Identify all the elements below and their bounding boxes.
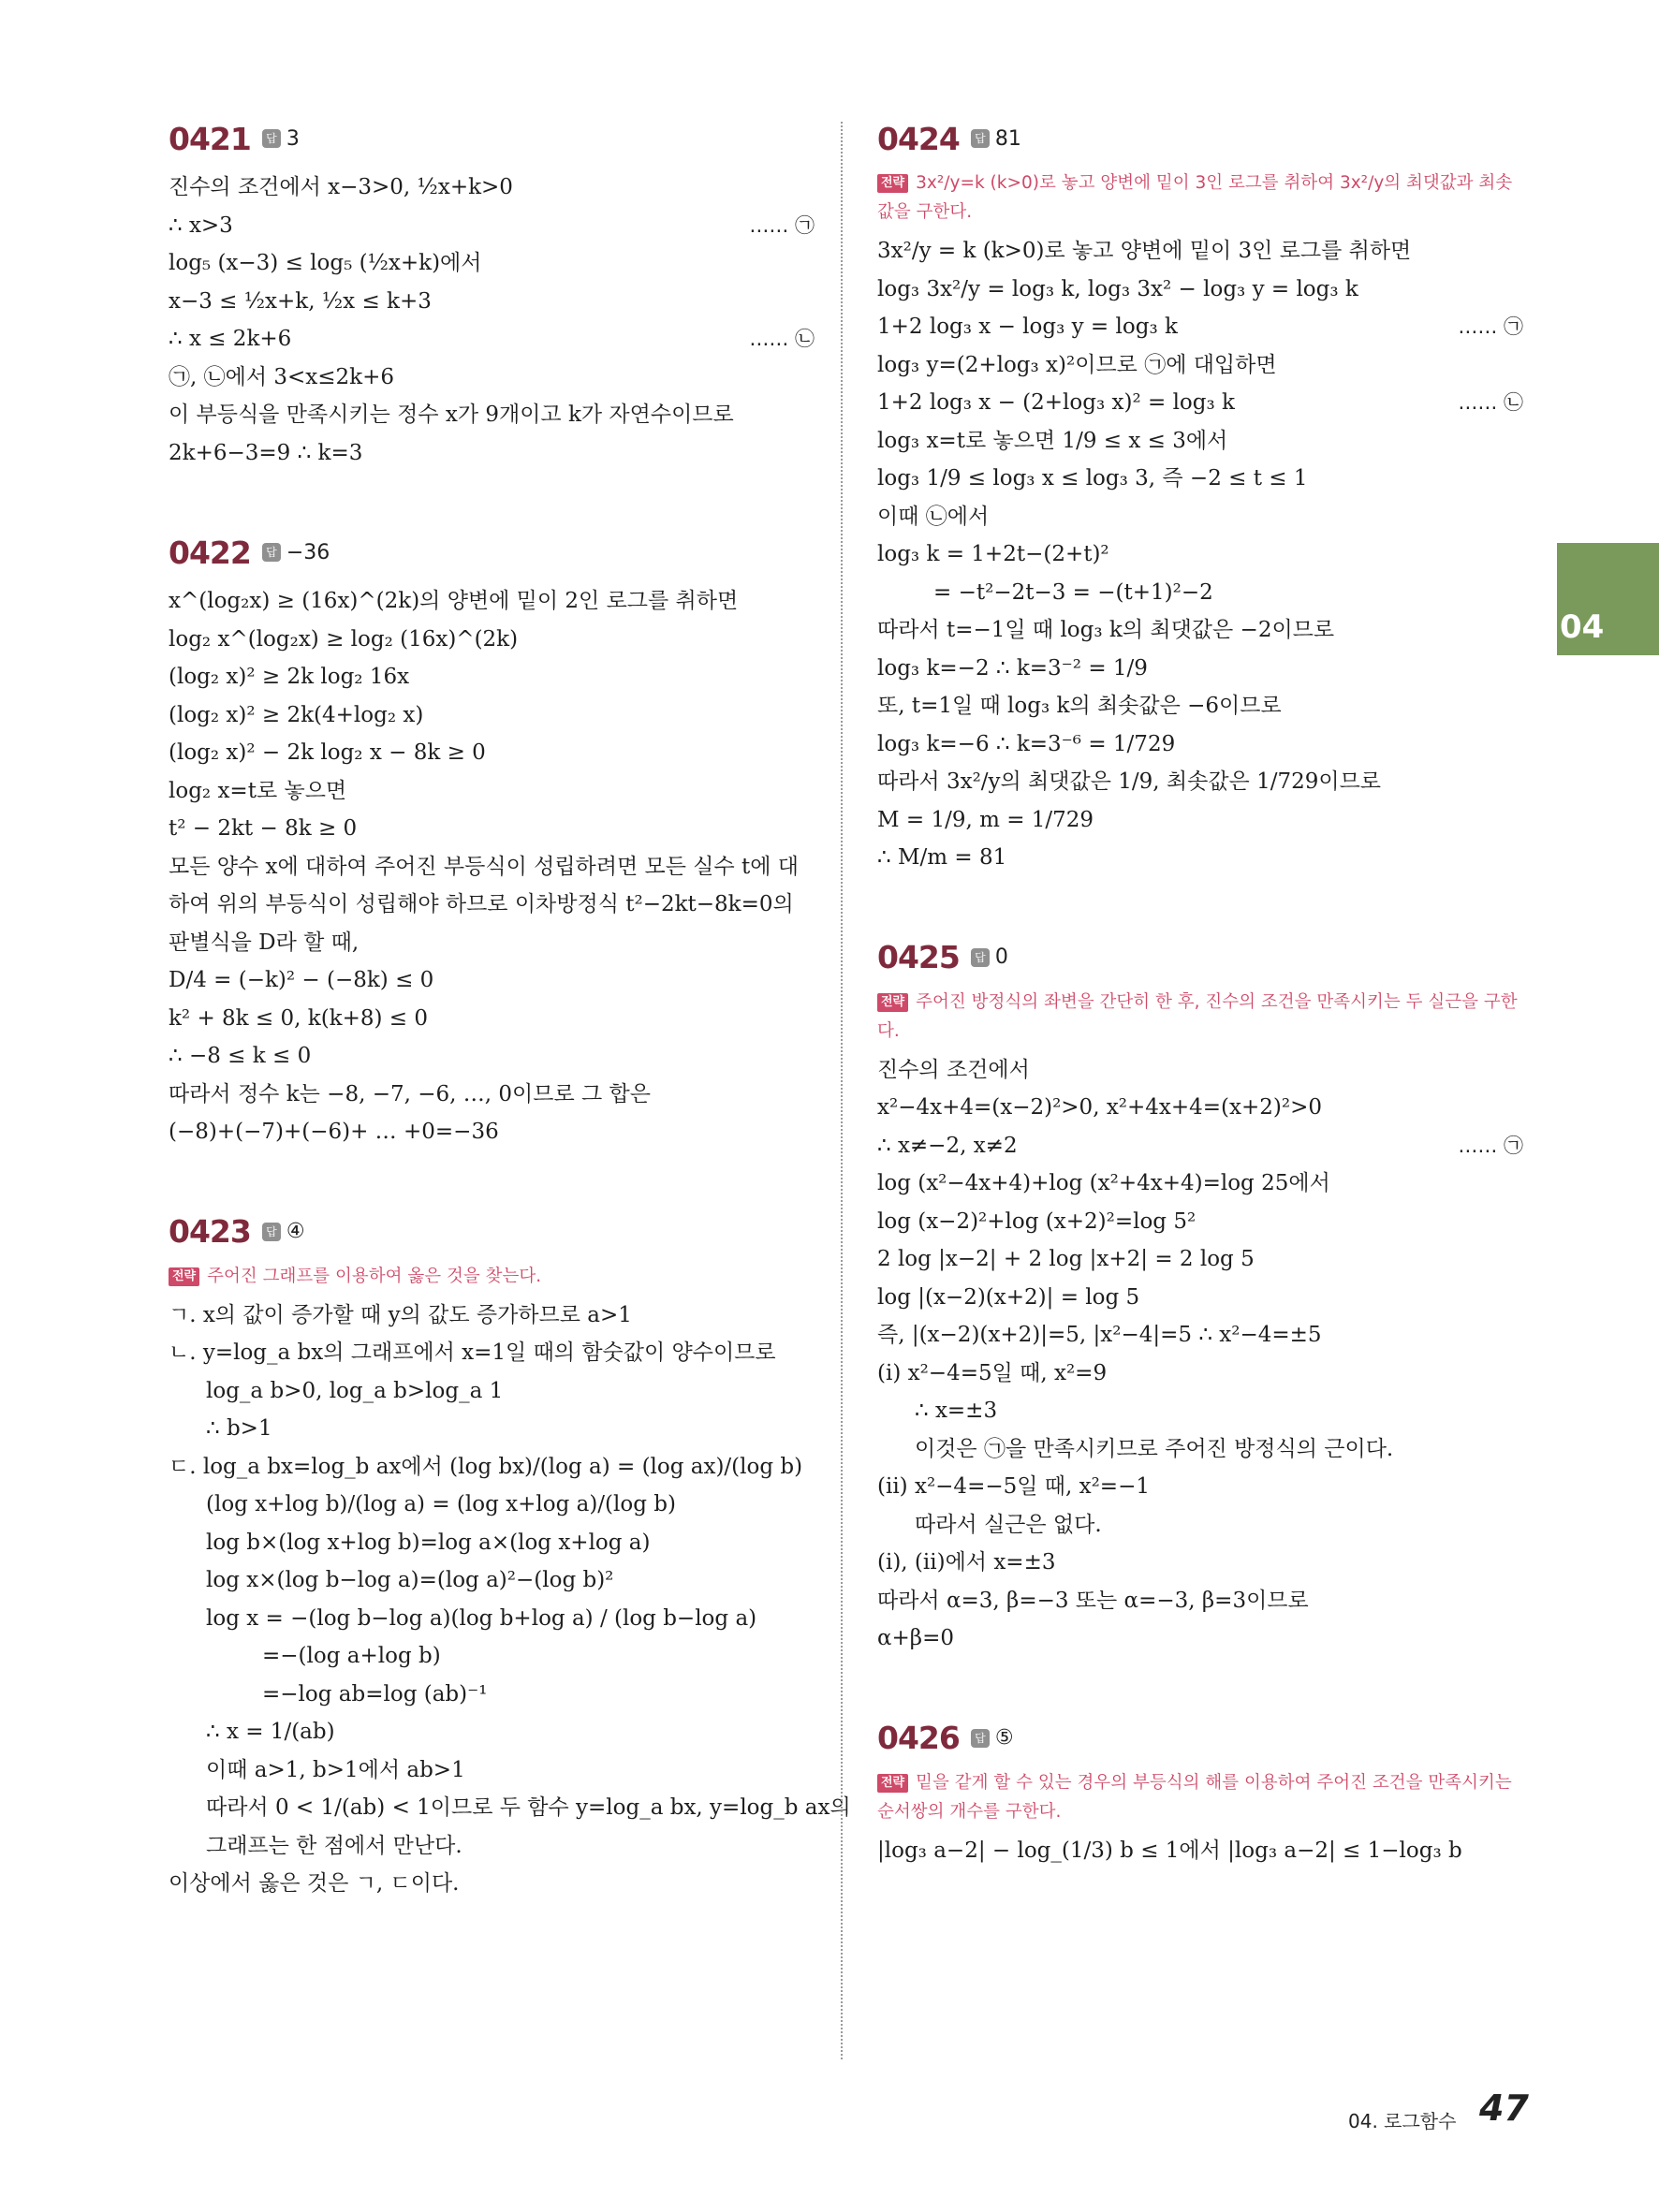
solution-line-text: ㄱ. x의 값이 증가할 때 y의 값도 증가하므로 a>1 — [169, 1302, 632, 1327]
solution-line-text: log₃ k = 1+2t−(2+t)² — [877, 542, 1109, 566]
solution-line — [877, 611, 1523, 650]
solution-line — [169, 1410, 815, 1448]
solution-line-text: 따라서 정수 k는 −8, −7, −6, …, 0이므로 그 합은 — [169, 1081, 651, 1106]
equation-marker: …… ㉡ — [749, 328, 815, 350]
answer-badge: 답 — [262, 129, 281, 148]
equation-marker: …… ㉡ — [1458, 391, 1523, 414]
solution-line — [169, 1113, 815, 1151]
solution-line — [877, 308, 1523, 346]
solution-line-text: 따라서 0 < 1/(ab) < 1이므로 두 함수 y=log_a bx, y=log_b ax의 — [206, 1795, 851, 1820]
solution-line — [169, 1600, 815, 1638]
solution-header — [169, 526, 815, 579]
solution-line — [877, 725, 1523, 764]
solution-line-text: (−8)+(−7)+(−6)+ … +0=−36 — [169, 1120, 499, 1144]
solution-line — [169, 320, 815, 359]
solution-line — [877, 1468, 1523, 1506]
solution-line-text: 진수의 조건에서 — [877, 1057, 1030, 1082]
solution-line — [877, 801, 1523, 840]
strategy-text: 3x²/y=k (k>0)로 놓고 양변에 밑이 3인 로그를 취하여 3x²/y의 최댓값과 최솟값을 구한다. — [877, 173, 1513, 222]
solution-block — [877, 112, 1523, 877]
solution-line — [877, 460, 1523, 498]
equation-marker: …… ㉠ — [749, 213, 815, 237]
strategy-tag: 전략 — [877, 174, 908, 193]
solution-line-text: 또, t=1일 때 log₃ k의 최솟값은 −6이므로 — [877, 694, 1282, 718]
solution-line — [877, 1355, 1523, 1393]
strategy-note — [877, 1768, 1523, 1826]
solution-line — [877, 384, 1523, 422]
solution-line-text: log |(x−2)(x+2)| = log 5 — [877, 1284, 1140, 1310]
left-column — [169, 112, 851, 1957]
solution-line — [877, 1127, 1523, 1165]
solution-line-text: 따라서 t=−1일 때 log₃ k의 최댓값은 −2이므로 — [877, 618, 1335, 642]
solution-line-text: log₃ k=−6 ∴ k=3⁻⁶ = 1/729 — [877, 731, 1176, 756]
solution-line — [169, 359, 815, 397]
strategy-note — [169, 1262, 815, 1291]
solution-line-text: log (x−2)²+log (x+2)²=log 5² — [877, 1209, 1197, 1234]
solution-line — [169, 924, 815, 962]
solution-header — [169, 1206, 815, 1258]
solution-line — [169, 168, 815, 207]
solution-line — [169, 1789, 851, 1827]
solution-line-text: (log₂ x)² ≥ 2k log₂ 16x — [169, 665, 410, 689]
solution-line-text: 2k+6−3=9 ∴ k=3 — [169, 440, 363, 465]
solution-line — [877, 232, 1523, 271]
solution-line — [877, 1430, 1523, 1469]
solution-line-text: x²−4x+4=(x−2)²>0, x²+4x+4=(x+2)²>0 — [877, 1095, 1323, 1120]
solution-line — [169, 961, 815, 1000]
solution-line-text: 그래프는 한 점에서 만난다. — [206, 1833, 462, 1858]
solution-line-text: log x = −(log b−log a)(log b+log a) / (log b−log a) — [206, 1605, 757, 1631]
problem-number: 0423 — [169, 1213, 251, 1250]
solution-line — [877, 763, 1523, 801]
solution-line-text: log₃ x=t로 놓으면 1/9 ≤ x ≤ 3에서 — [877, 428, 1228, 453]
solution-line — [877, 498, 1523, 536]
solution-line — [877, 422, 1523, 461]
solution-header — [877, 112, 1523, 165]
right-column — [877, 112, 1523, 1924]
solution-line-text: ∴ x≠−2, x≠2 — [877, 1133, 1018, 1158]
solution-line-text: 이때 a>1, b>1에서 ab>1 — [206, 1757, 465, 1782]
solution-line-text: ∴ −8 ≤ k ≤ 0 — [169, 1044, 312, 1068]
answer-value: ④ — [286, 1220, 305, 1243]
strategy-text: 밑을 같게 할 수 있는 경우의 부등식의 해를 이용하여 주어진 조건을 만족시키는 순서쌍의 개수를 구한다. — [877, 1772, 1512, 1822]
solution-line — [169, 1296, 815, 1335]
solution-line-text: x^(log₂x) ≥ (16x)^(2k)의 양변에 밑이 2인 로그를 취하면 — [169, 589, 739, 613]
solution-line — [169, 396, 815, 434]
solution-line — [169, 1037, 815, 1076]
answer-badge: 답 — [971, 1729, 990, 1748]
solution-line-text: (log x+log b)/(log a) = (log x+log a)/(log b) — [206, 1492, 676, 1516]
solution-line — [877, 1392, 1523, 1430]
solution-line — [877, 1619, 1523, 1658]
answer-badge: 답 — [971, 129, 990, 148]
solution-line-text: log_a b>0, log_a b>log_a 1 — [206, 1378, 504, 1403]
solution-line — [877, 346, 1523, 385]
solution-line-text: t² − 2kt − 8k ≥ 0 — [169, 816, 358, 841]
solution-line — [169, 1000, 815, 1038]
solution-line-text: log₃ k=−2 ∴ k=3⁻² = 1/9 — [877, 655, 1148, 681]
solution-line — [877, 1582, 1523, 1620]
solution-line-text: log₃ 1/9 ≤ log₃ x ≤ log₃ 3, 즉 −2 ≤ t ≤ 1 — [877, 466, 1308, 491]
solution-line-text: M = 1/9, m = 1/729 — [877, 807, 1094, 832]
solution-line-text: ∴ M/m = 81 — [877, 845, 1007, 870]
solution-line — [877, 574, 1523, 612]
solution-line — [169, 810, 815, 848]
problem-number: 0424 — [877, 120, 960, 157]
solution-line-text: log₂ x^(log₂x) ≥ log₂ (16x)^(2k) — [169, 626, 519, 652]
solution-line — [169, 886, 815, 924]
solution-line-text: 즉, |(x−2)(x+2)|=5, |x²−4|=5 ∴ x²−4=±5 — [877, 1323, 1322, 1347]
solution-line-text: 따라서 3x²/y의 최댓값은 1/9, 최솟값은 1/729이므로 — [877, 769, 1382, 794]
solution-header — [169, 112, 815, 165]
solution-line — [169, 1751, 815, 1790]
solution-line-text: D/4 = (−k)² − (−8k) ≤ 0 — [169, 968, 434, 992]
solution-line-text: ∴ x = 1/(ab) — [206, 1720, 335, 1744]
problem-number: 0421 — [169, 120, 251, 157]
strategy-tag: 전략 — [169, 1267, 199, 1286]
footer-chapter-title: 04. 로그함수 — [1348, 2110, 1457, 2132]
solution-line — [169, 207, 815, 245]
solution-line-text: 모든 양수 x에 대하여 주어진 부등식이 성립하려면 모든 실수 t에 대 — [169, 854, 799, 879]
solution-line-text: ㄴ. y=log_a bx의 그래프에서 x=1일 때의 함숫값이 양수이므로 — [169, 1340, 776, 1365]
solution-line — [877, 535, 1523, 574]
solution-line-text: ∴ x>3 — [169, 212, 233, 238]
answer-value: 0 — [994, 945, 1008, 969]
strategy-note — [877, 988, 1523, 1046]
equation-marker: …… ㉠ — [1458, 315, 1523, 338]
solution-line-text: 2 log |x−2| + 2 log |x+2| = 2 log 5 — [877, 1247, 1255, 1271]
solution-line — [169, 1076, 815, 1114]
solution-header — [877, 931, 1523, 984]
solution-line — [169, 434, 815, 473]
solution-line — [877, 1544, 1523, 1582]
solution-line-text: (log₂ x)² − 2k log₂ x − 8k ≥ 0 — [169, 740, 486, 765]
solution-line — [877, 1832, 1523, 1870]
answer-badge: 답 — [262, 1223, 281, 1241]
solution-line — [877, 650, 1523, 688]
solution-line-text: ∴ b>1 — [206, 1416, 272, 1441]
solution-block — [877, 1712, 1523, 1870]
solution-line-text: = −t²−2t−3 = −(t+1)²−2 — [933, 579, 1213, 605]
solution-line — [877, 1203, 1523, 1241]
solution-line — [169, 582, 815, 621]
solution-line-text: log₅ (x−3) ≤ log₅ (½x+k)에서 — [169, 251, 482, 275]
chapter-side-tab-label: 04 — [1560, 608, 1605, 646]
solution-line-text: 진수의 조건에서 x−3>0, ½x+k>0 — [169, 175, 513, 199]
solution-line-text: =−(log a+log b) — [262, 1644, 441, 1668]
solution-line-text: x−3 ≤ ½x+k, ½x ≤ k+3 — [169, 288, 432, 314]
solution-line-text: ㉠, ㉡에서 3<x≤2k+6 — [169, 364, 394, 389]
solution-line — [169, 1334, 815, 1372]
answer-value: 3 — [286, 126, 300, 151]
solution-line — [169, 848, 815, 886]
solution-line — [169, 1486, 815, 1524]
solution-line — [169, 1827, 815, 1866]
problem-number: 0426 — [877, 1720, 960, 1756]
solution-line-text: 이것은 ㉠을 만족시키므로 주어진 방정식의 근이다. — [915, 1436, 1394, 1461]
solution-line-text: 따라서 실근은 없다. — [915, 1512, 1102, 1537]
solution-line — [169, 1676, 815, 1714]
solution-line-text: |log₃ a−2| − log_(1/3) b ≤ 1에서 |log₃ a−2| ≤ 1−log₃ b — [877, 1838, 1462, 1863]
solution-line — [877, 687, 1523, 725]
solution-line — [169, 696, 815, 735]
solution-line — [169, 658, 815, 696]
solution-line — [169, 1524, 815, 1562]
column-divider — [841, 122, 843, 2059]
solution-block — [877, 931, 1523, 1658]
solution-line-text: 3x²/y = k (k>0)로 놓고 양변에 밑이 3인 로그를 취하면 — [877, 239, 1412, 263]
answer-badge: 답 — [971, 948, 990, 967]
solution-line-text: 판별식을 D라 할 때, — [169, 930, 360, 955]
solution-line — [169, 734, 815, 772]
solution-line — [877, 1506, 1523, 1545]
strategy-text: 주어진 그래프를 이용하여 옳은 것을 찾는다. — [207, 1266, 542, 1286]
solution-line — [169, 1637, 815, 1676]
solution-line — [169, 283, 815, 321]
solution-line — [877, 1316, 1523, 1355]
solution-line — [877, 1051, 1523, 1090]
strategy-tag: 전략 — [877, 993, 908, 1012]
strategy-text: 주어진 방정식의 좌변을 간단히 한 후, 진수의 조건을 만족시키는 두 실근을 구한다. — [877, 991, 1518, 1041]
solution-line — [169, 772, 815, 811]
solution-line — [169, 621, 815, 659]
solution-line-text: k² + 8k ≤ 0, k(k+8) ≤ 0 — [169, 1005, 429, 1031]
solution-line — [877, 1279, 1523, 1317]
solution-line-text: (i), (ii)에서 x=±3 — [877, 1550, 1056, 1575]
solution-line-text: 1+2 log₃ x − log₃ y = log₃ k — [877, 315, 1178, 339]
solution-block — [169, 112, 815, 472]
solution-line-text: (log₂ x)² ≥ 2k(4+log₂ x) — [169, 702, 424, 727]
solution-line-text: ㄷ. log_a bx=log_b ax에서 (log bx)/(log a) = (log ax)/(log b) — [169, 1454, 803, 1479]
answer-badge: 답 — [262, 543, 281, 562]
footer-page-number: 47 — [1479, 2087, 1529, 2129]
solution-line-text: ∴ x=±3 — [915, 1399, 998, 1423]
equation-marker: …… ㉠ — [1458, 1134, 1523, 1157]
solution-line-text: (ii) x²−4=−5일 때, x²=−1 — [877, 1474, 1150, 1499]
solution-line — [169, 1865, 815, 1903]
solution-line-text: log x×(log b−log a)=(log a)²−(log b)² — [206, 1568, 614, 1592]
solution-line-text: (i) x²−4=5일 때, x²=9 — [877, 1360, 1108, 1385]
solution-line — [877, 839, 1523, 877]
solution-line-text: log₂ x=t로 놓으면 — [169, 778, 347, 803]
solution-line-text: log b×(log x+log b)=log a×(log x+log a) — [206, 1530, 651, 1555]
solution-line-text: 하여 위의 부등식이 성립해야 하므로 이차방정식 t²−2kt−8k=0의 — [169, 892, 794, 916]
solution-line — [877, 271, 1523, 309]
solution-line-text: 이 부등식을 만족시키는 정수 x가 9개이고 k가 자연수이므로 — [169, 403, 734, 427]
solution-line — [877, 1089, 1523, 1127]
solution-line — [169, 1561, 815, 1600]
solution-line — [877, 1240, 1523, 1279]
strategy-note — [877, 168, 1523, 227]
solution-line-text: 이때 ㉡에서 — [877, 504, 990, 529]
solution-line-text: =−log ab=log (ab)⁻¹ — [262, 1681, 488, 1707]
answer-value: −36 — [286, 540, 330, 564]
solution-line-text: log₃ y=(2+log₃ x)²이므로 ㉠에 대입하면 — [877, 352, 1277, 377]
strategy-tag: 전략 — [877, 1774, 908, 1793]
solution-header — [877, 1712, 1523, 1765]
solution-line-text: ∴ x ≤ 2k+6 — [169, 327, 292, 351]
solution-line — [169, 1448, 815, 1487]
answer-value: 81 — [994, 126, 1021, 151]
solution-line — [169, 1713, 815, 1751]
solution-line — [169, 1372, 815, 1411]
solution-line-text: 따라서 α=3, β=−3 또는 α=−3, β=3이므로 — [877, 1588, 1309, 1613]
solution-line-text: log (x²−4x+4)+log (x²+4x+4)=log 25에서 — [877, 1171, 1330, 1195]
answer-value: ⑤ — [994, 1726, 1014, 1750]
solution-line-text: 이상에서 옳은 것은 ㄱ, ㄷ이다. — [169, 1871, 460, 1896]
problem-number: 0425 — [877, 939, 960, 975]
problem-number: 0422 — [169, 534, 251, 571]
solution-block — [169, 1206, 851, 1903]
solution-line-text: α+β=0 — [877, 1626, 955, 1650]
solution-block — [169, 526, 815, 1151]
solution-line-text: 1+2 log₃ x − (2+log₃ x)² = log₃ k — [877, 390, 1235, 415]
solution-line-text: log₃ 3x²/y = log₃ k, log₃ 3x² − log₃ y = log₃ k — [877, 276, 1358, 301]
solution-line — [877, 1165, 1523, 1203]
solution-line — [169, 244, 815, 283]
